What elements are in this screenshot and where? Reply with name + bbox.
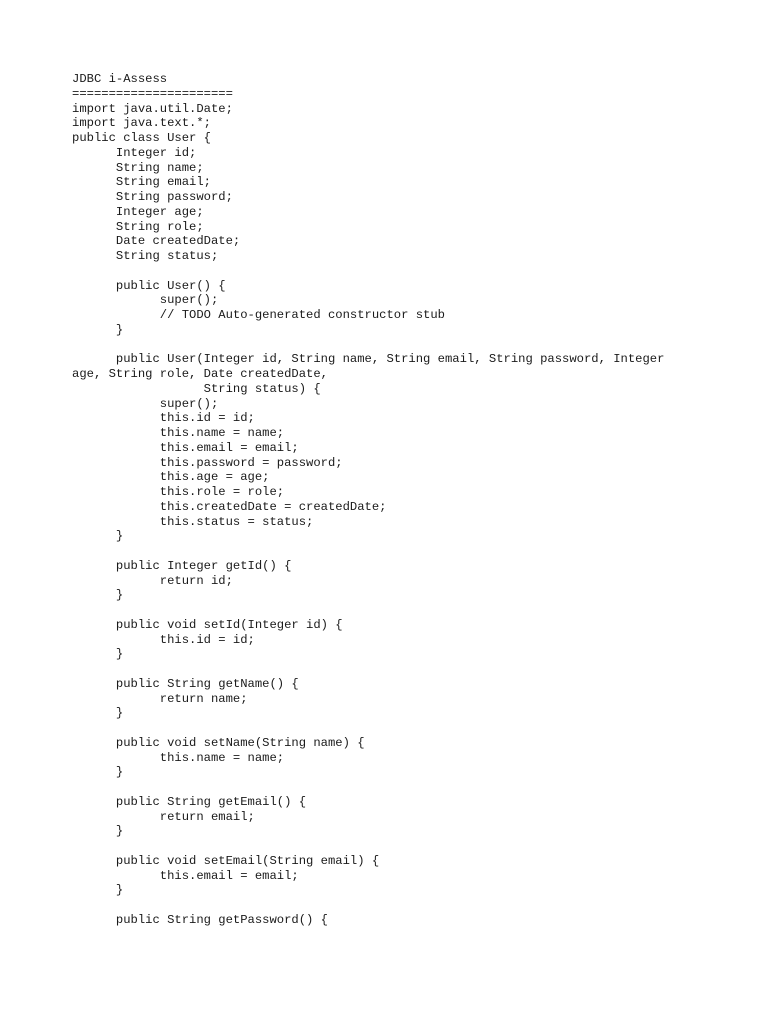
code-line: this.status = status;: [72, 514, 314, 529]
code-line: public void setId(Integer id) {: [72, 617, 343, 632]
code-line: public String getName() {: [72, 676, 299, 691]
code-line: String status;: [72, 249, 219, 263]
code-line: Integer age;: [72, 204, 204, 219]
code-line: [72, 721, 712, 736]
code-line: public class User {: [72, 131, 211, 145]
code-line: }: [72, 883, 124, 898]
code-line: }: [72, 322, 124, 337]
code-line: return id;: [72, 573, 233, 588]
code-line: this.name = name;: [72, 426, 285, 440]
code-line: this.role = role;: [72, 485, 285, 499]
code-line: super();: [72, 293, 219, 308]
code-line: }: [72, 647, 124, 662]
code-line: this.id = id;: [72, 411, 255, 426]
code-line: String role;: [72, 219, 204, 234]
code-line: Integer id;: [72, 145, 197, 160]
code-line: this.id = id;: [72, 632, 255, 647]
code-line: return email;: [72, 809, 255, 824]
code-line: public User(Integer id, String name, String email, String password, Integer: [72, 352, 665, 367]
code-line: [72, 839, 712, 854]
code-line: }: [72, 588, 124, 603]
code-line: public String getPassword() {: [72, 912, 328, 927]
title-underline: ======================: [72, 86, 233, 101]
code-line: public void setName(String name) {: [72, 735, 365, 750]
code-line: this.email = email;: [72, 868, 299, 883]
code-line: String email;: [72, 175, 211, 190]
doc-title: JDBC i-Assess: [72, 72, 168, 86]
code-line: return name;: [72, 691, 248, 706]
code-line: String name;: [72, 160, 204, 175]
code-line: [72, 780, 712, 795]
code-line: this.name = name;: [72, 750, 285, 765]
code-line: }: [72, 765, 124, 780]
code-line: this.password = password;: [72, 455, 343, 470]
code-line: [72, 338, 712, 353]
code-line: String status) {: [72, 381, 321, 396]
code-line: String password;: [72, 190, 233, 204]
code-line: this.age = age;: [72, 470, 270, 485]
code-line: Date createdDate;: [72, 234, 241, 249]
code-line: }: [72, 529, 124, 544]
code-line: [72, 544, 712, 559]
code-line: // TODO Auto-generated constructor stub: [72, 308, 445, 322]
code-line: this.email = email;: [72, 440, 299, 455]
code-line: }: [72, 706, 124, 721]
code-line: super();: [72, 396, 219, 411]
code-line: public User() {: [72, 278, 226, 293]
code-line: this.createdDate = createdDate;: [72, 499, 387, 514]
code-line: [72, 898, 712, 913]
code-line: }: [72, 824, 124, 839]
code-line: [72, 264, 712, 279]
code-line: import java.text.*;: [72, 116, 211, 131]
code-line: import java.util.Date;: [72, 101, 233, 116]
code-listing: [72, 72, 712, 928]
code-line: public void setEmail(String email) {: [72, 853, 380, 868]
code-line: [72, 603, 712, 618]
code-line: public Integer getId() {: [72, 558, 292, 573]
code-line: [72, 662, 712, 677]
code-line: age, String role, Date createdDate,: [72, 367, 328, 381]
code-line: public String getEmail() {: [72, 794, 307, 809]
